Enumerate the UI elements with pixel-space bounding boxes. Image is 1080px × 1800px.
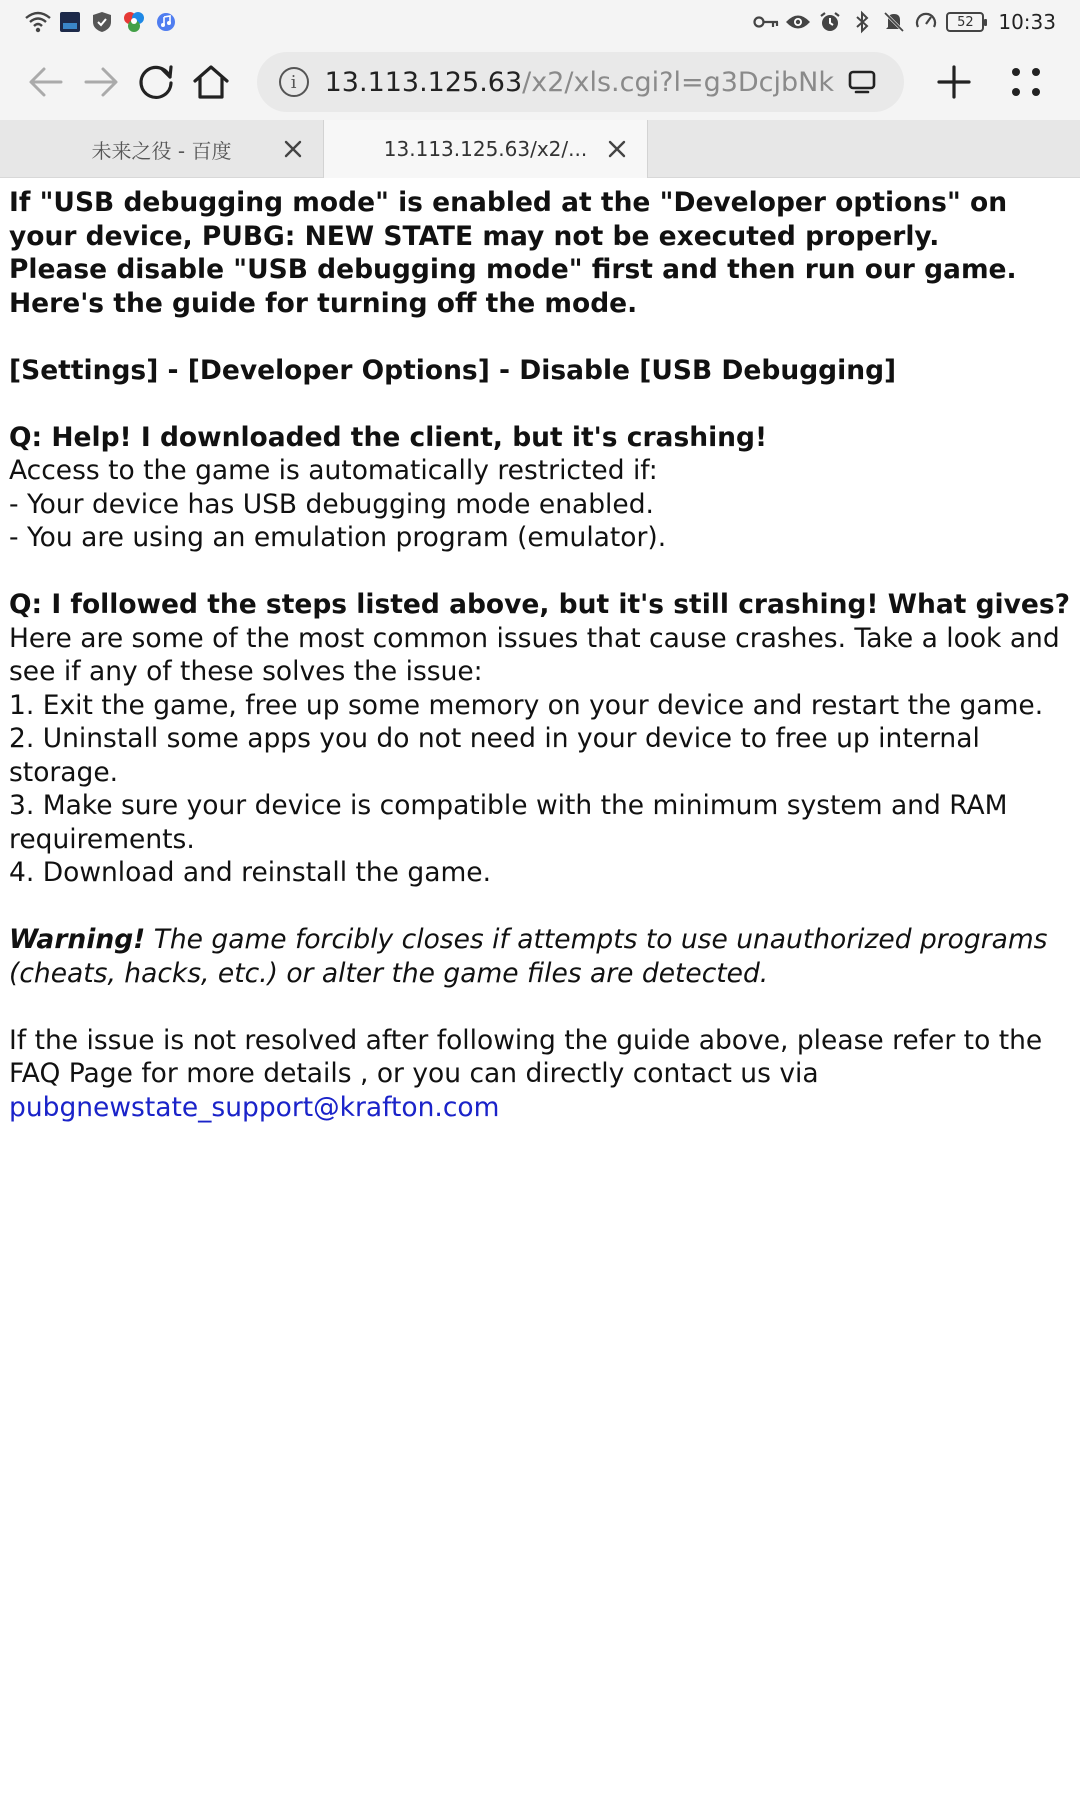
close-icon bbox=[607, 139, 627, 159]
url-host: 13.113.125.63 bbox=[324, 66, 523, 98]
faq-answer-2-text: Here are some of the most common issues that cause crashes. Take a look and see if any of these solves the issue: bbox=[9, 622, 1060, 687]
home-button[interactable] bbox=[183, 46, 238, 118]
warning-text: The game forcibly closes if attempts to use unauthorized programs (cheats, hacks, etc.) or alter the game files are detected. bbox=[9, 924, 1048, 989]
shield-icon bbox=[90, 10, 114, 34]
faq-question-1: Q: Help! I downloaded the client, but it's crashing! bbox=[9, 421, 768, 453]
alarm-icon bbox=[818, 10, 842, 34]
grid-menu-icon bbox=[1010, 66, 1042, 98]
close-tab-button[interactable] bbox=[605, 137, 629, 161]
status-bar bbox=[0, 0, 1080, 44]
back-button[interactable] bbox=[18, 46, 73, 118]
close-icon bbox=[283, 139, 303, 159]
faq-answer-1-text: Access to the game is automatically restricted if: bbox=[9, 455, 658, 486]
reload-icon bbox=[137, 63, 175, 101]
tab-title: 13.113.125.63/x2/... bbox=[383, 137, 588, 161]
clock-time: 10:33 bbox=[998, 10, 1056, 34]
key-icon bbox=[754, 10, 778, 34]
faq-answer-1-item: - You are using an emulation program (emulator). bbox=[9, 522, 667, 553]
url-text[interactable] bbox=[325, 67, 834, 98]
support-email-link[interactable]: pubgnewstate_support@krafton.com bbox=[9, 1091, 500, 1123]
address-bar[interactable] bbox=[257, 52, 904, 112]
browser-toolbar bbox=[0, 44, 1080, 120]
faq-answer-2-item: 2. Uninstall some apps you do not need in your device to free up internal storage. bbox=[9, 723, 980, 788]
intro-guide-line: Here's the guide for turning off the mode. bbox=[9, 287, 638, 319]
faq-answer-1-item: - Your device has USB debugging mode enabled. bbox=[9, 488, 654, 520]
battery-indicator bbox=[946, 12, 984, 32]
status-bar-left bbox=[26, 10, 178, 34]
battery-level: 52 bbox=[957, 14, 974, 30]
warning-label: Warning! bbox=[9, 924, 146, 955]
faq-answer-2-item: 4. Download and reinstall the game. bbox=[9, 857, 492, 888]
arrow-right-icon bbox=[83, 66, 119, 98]
music-app-icon bbox=[154, 10, 178, 34]
forward-button[interactable] bbox=[73, 46, 128, 118]
wifi-icon bbox=[26, 10, 50, 34]
home-icon bbox=[192, 64, 230, 100]
eye-icon bbox=[786, 10, 810, 34]
plus-icon bbox=[936, 64, 972, 100]
faq-answer-2-item: 3. Make sure your device is compatible with the minimum system and RAM requirements. bbox=[9, 790, 1008, 855]
mute-icon bbox=[882, 10, 906, 34]
tab-title: 未来之役 - 百度 bbox=[91, 138, 232, 163]
reader-mode-button[interactable] bbox=[842, 62, 882, 102]
colorful-app-icon bbox=[122, 10, 146, 34]
new-tab-button[interactable] bbox=[918, 46, 990, 118]
notification-app-icon bbox=[58, 10, 82, 34]
reload-button[interactable] bbox=[128, 46, 183, 118]
faq-question-2: Q: I followed the steps listed above, but it's still crashing! What gives? bbox=[9, 589, 1071, 620]
arrow-left-icon bbox=[28, 66, 64, 98]
site-info-icon[interactable]: i bbox=[279, 67, 309, 97]
page-content bbox=[9, 186, 1071, 1124]
settings-path: [Settings] - [Developer Options] - Disable [USB Debugging] bbox=[9, 354, 897, 386]
close-tab-button[interactable] bbox=[281, 137, 305, 161]
status-bar-right bbox=[754, 10, 1056, 34]
warning-paragraph bbox=[9, 923, 1071, 990]
reader-mode-icon bbox=[848, 70, 876, 94]
bluetooth-icon bbox=[850, 10, 874, 34]
faq-answer-2-item: 1. Exit the game, free up some memory on your device and restart the game. bbox=[9, 689, 1044, 721]
speedometer-icon bbox=[914, 10, 938, 34]
intro-instruction: Please disable "USB debugging mode" first and then run our game. bbox=[9, 254, 1017, 285]
menu-button[interactable] bbox=[990, 46, 1062, 118]
url-path: /x2/xls.cgi?l=g3DcjbNk bbox=[522, 66, 835, 98]
tab-current-page[interactable] bbox=[324, 120, 648, 178]
tab-strip bbox=[0, 120, 1080, 178]
intro-paragraph: If "USB debugging mode" is enabled at the "Developer options" on your device, PUBG: NEW STATE may not be executed properly. bbox=[9, 187, 1008, 252]
footer-paragraph: If the issue is not resolved after following the guide above, please refer to the FAQ Page for more details , or you can directly contact us via bbox=[9, 1024, 1043, 1089]
tab-baidu[interactable] bbox=[0, 120, 324, 178]
